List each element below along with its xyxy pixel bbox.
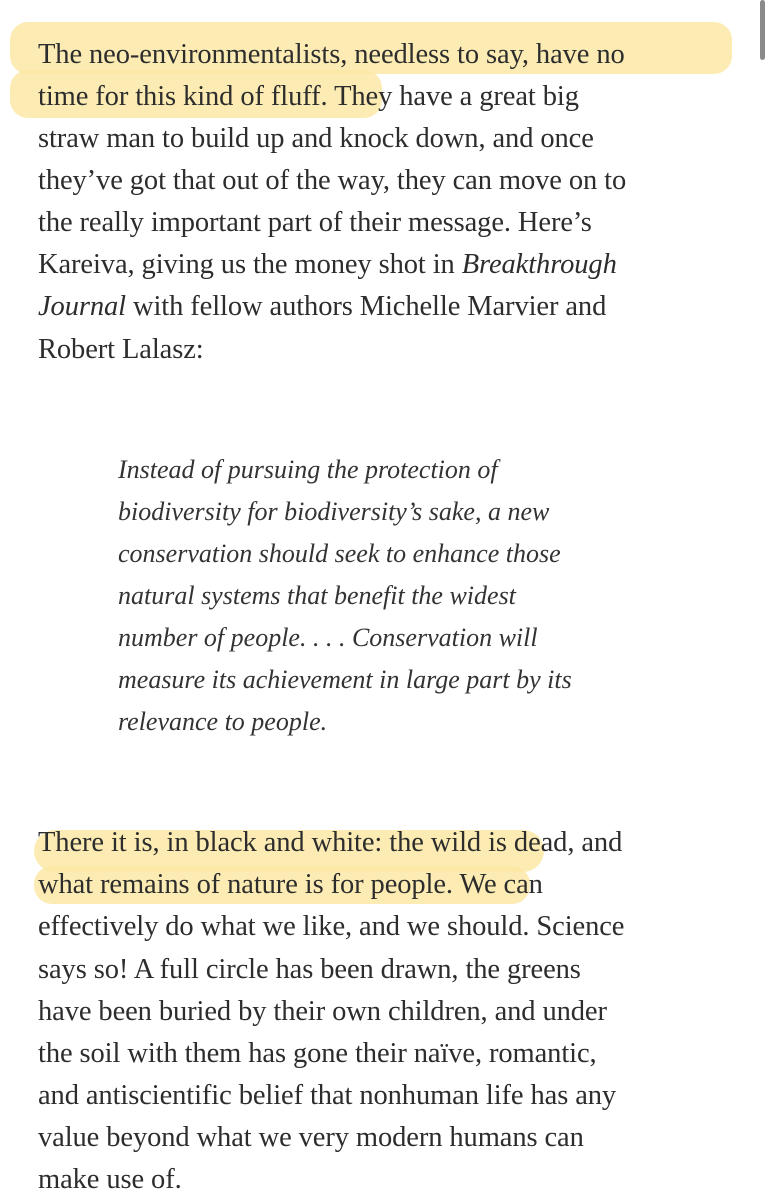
quote-line: relevance to people. [118, 707, 328, 736]
text-line: says so! A full circle has been drawn, the greens [38, 954, 581, 985]
text-line [38, 864, 543, 906]
quote-line: natural systems that benefit the widest [118, 581, 516, 610]
text-line: they’ve got that out of the way, they can move on to [38, 165, 627, 196]
text-span: We can [452, 869, 543, 900]
text-line: straw man to build up and knock down, and once [38, 123, 594, 154]
text-line: the really important part of their message. Here’s [38, 207, 592, 238]
text-span: with fellow authors Michelle Marvier and [125, 291, 607, 322]
text-line: The neo-environmentalists, needless to say, have no [38, 39, 625, 70]
quote-line: Instead of pursuing the protection of [118, 455, 498, 484]
journal-title: Breakthrough [461, 249, 617, 280]
text-line: make use of. [38, 1164, 182, 1195]
quote-line: conservation should seek to enhance those [118, 539, 561, 568]
text-line: the soil with them has gone their naïve, romantic, [38, 1038, 597, 1069]
text-line: value beyond what we very modern humans can [38, 1122, 584, 1153]
text-line [38, 76, 579, 118]
text-line: and antiscientific belief that nonhuman life has any [38, 1080, 617, 1111]
text-span: Kareiva, giving us the money shot in [38, 249, 462, 280]
quote-line: biodiversity for biodiversity’s sake, a new [118, 497, 550, 526]
text-line [38, 244, 617, 286]
highlighted-text: time for this kind of fluff. [38, 81, 328, 112]
quote-line: measure its achievement in large part by its [118, 665, 572, 694]
text-line: effectively do what we like, and we should. Science [38, 911, 625, 942]
journal-title: Journal [38, 291, 126, 322]
text-span: They have a great big [327, 81, 579, 112]
highlighted-text: what remains of nature is for people. [38, 869, 453, 900]
text-line: have been buried by their own children, and under [38, 996, 607, 1027]
quote-line: number of people. . . . Conservation will [118, 623, 538, 652]
text-line [38, 286, 606, 328]
text-line: Robert Lalasz: [38, 334, 204, 365]
text-line: There it is, in black and white: the wild is dead, and [38, 827, 623, 858]
